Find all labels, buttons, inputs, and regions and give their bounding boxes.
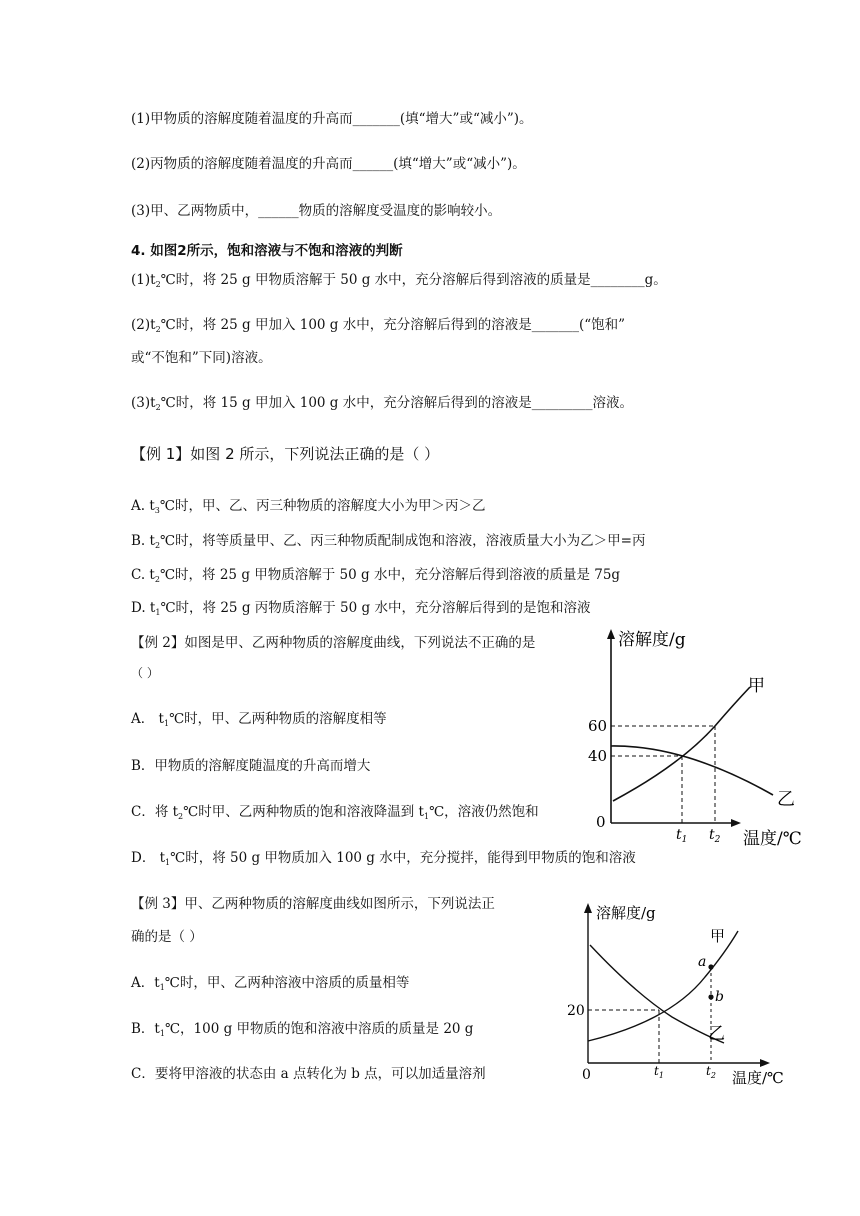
sec4-q2-cont: 或“不饱和”下同)溶液。 — [131, 350, 272, 366]
sec3-q3: (3)甲、乙两物质中，______物质的溶解度受温度的影响较小。 — [131, 203, 502, 219]
ex3-title-2: 确的是（ ） — [131, 929, 203, 945]
ex1-option-b: B. $t_2℃$时，将等质量甲、乙、丙三种物质配制成饱和溶液，溶液质量大小为乙＞甲=丙 — [131, 533, 646, 550]
ex2-xlabel: 温度/℃ — [743, 829, 802, 849]
ex3-point-b — [708, 994, 713, 999]
ex3-point-a — [708, 964, 713, 969]
ex2-y-arrow — [607, 629, 615, 639]
ex1-option-d: D. $t_1℃$时，将 25 g 丙物质溶解于 50 g 水中，充分溶解后得到的是饱和溶液 — [131, 600, 591, 617]
ex3-y-arrow — [584, 903, 592, 913]
ex2-paren: （ ） — [131, 666, 159, 680]
ex3-ylabel: 溶解度/g — [596, 904, 656, 922]
ex2-option-a: A． $t_1℃$时，甲、乙两种物质的溶解度相等 — [131, 711, 387, 728]
ex3-option-a: A．$t_1℃$时，甲、乙两种溶液中溶质的质量相等 — [131, 975, 410, 992]
ex2-ylabel: 溶解度/g — [618, 630, 686, 650]
ex3-tick-t2: $t_2$ — [706, 1064, 716, 1080]
ex2-label-yi: 乙 — [777, 789, 795, 810]
ex3-title: 【例 3】甲、乙两种物质的溶解度曲线如图所示，下列说法正 — [131, 896, 495, 912]
ex2-label-jia: 甲 — [748, 676, 765, 696]
ex2-option-c: C．将 $t_2℃$时甲、乙两种物质的饱和溶液降温到 $t_1℃$，溶液仍然饱和 — [131, 804, 539, 821]
ex3-origin: 0 — [582, 1067, 591, 1083]
ex2-curve-jia — [613, 687, 750, 801]
ex3-label-b: b — [715, 989, 724, 1005]
ex3-option-b: B．$t_1℃$，100 g 甲物质的饱和溶液中溶质的质量是 20 g — [131, 1021, 474, 1038]
ex3-option-c: C．要将甲溶液的状态由 a 点转化为 b 点，可以加适量溶剂 — [131, 1066, 486, 1082]
ex3-solubility-graph — [560, 893, 800, 1093]
ex2-title: 【例 2】如图是甲、乙两种物质的溶解度曲线，下列说法不正确的是 — [131, 635, 536, 651]
sec3-q2: (2)丙物质的溶解度随着温度的升高而______(填“增大”或“减小”)。 — [131, 156, 526, 172]
ex2-option-d: D． $t_1℃$时，将 50 g 甲物质加入 100 g 水中，充分搅拌，能得到甲物质的饱和溶液 — [131, 850, 636, 867]
ex1-option-c: C. $t_2℃$时，将 25 g 甲物质溶解于 50 g 水中，充分溶解后得到溶液的质量是 75g — [131, 567, 621, 584]
ex1-title: 【例 1】如图 2 所示，下列说法正确的是（ ） — [131, 445, 440, 463]
ex2-tick-t1: $t_1$ — [676, 827, 688, 845]
ex2-origin: 0 — [596, 813, 606, 831]
ex2-tick-t2: $t_2$ — [709, 827, 721, 845]
ex2-tick-40: 40 — [588, 747, 608, 765]
ex2-tick-60: 60 — [588, 717, 608, 735]
sec4-heading: 4. 如图2所示，饱和溶液与不饱和溶液的判断 — [131, 243, 403, 259]
ex3-label-jia: 甲 — [710, 927, 726, 945]
sec4-q1: $(1)t_2℃$时，将 25 g 甲物质溶解于 50 g 水中，充分溶解后得到溶液的质量是________g。 — [131, 272, 667, 289]
ex2-option-b: B．甲物质的溶解度随温度的升高而增大 — [131, 758, 371, 774]
ex3-label-yi: 乙 — [708, 1024, 725, 1044]
ex3-tick-20: 20 — [567, 1003, 585, 1019]
ex3-tick-t1: $t_1$ — [654, 1064, 664, 1080]
sec3-q1: (1)甲物质的溶解度随着温度的升高而_______(填“增大”或“减小”)。 — [131, 111, 533, 127]
ex3-xlabel: 温度/℃ — [732, 1069, 784, 1087]
ex3-x-arrow — [760, 1059, 770, 1067]
ex2-x-arrow — [731, 819, 741, 827]
ex2-solubility-graph — [585, 625, 820, 850]
ex3-label-a: a — [698, 954, 707, 970]
sec4-q3: $(3)t_2℃$时，将 15 g 甲加入 100 g 水中，充分溶解后得到的溶液是_________溶液。 — [131, 395, 633, 412]
ex1-option-a: A. $t_3℃$时，甲、乙、丙三种物质的溶解度大小为甲＞丙＞乙 — [131, 498, 486, 515]
sec4-q2: $(2)t_2℃$时，将 25 g 甲加入 100 g 水中，充分溶解后得到的溶液是_______(“饱和” — [131, 317, 626, 334]
